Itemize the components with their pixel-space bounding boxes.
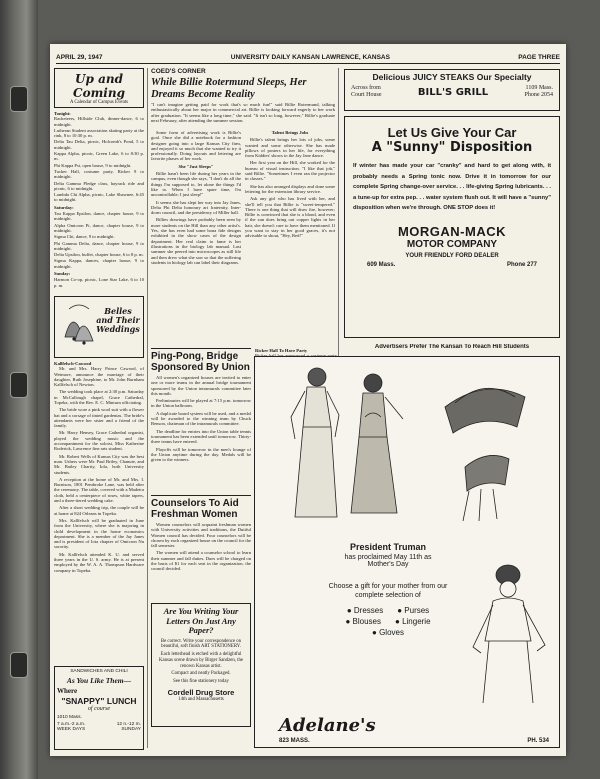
upcoming-item: Sigma Kappa, dances, chapter house, 9 to midnight. <box>54 258 144 269</box>
snappy-hours1: 7 a.m.-2 a.m. <box>57 722 86 727</box>
upcoming-item: Phi Gamma Delta, dance, chapter house, 9 to midnight. <box>54 240 144 251</box>
snappy-line2: As You Like Them— <box>66 676 132 685</box>
column-rule <box>147 68 148 748</box>
belles-paragraph: Mr. Harry Hensey, Grace Cathedral organist, played the wedding music and the accompaniment for the soloist, Miss Katherine Roderick, Lawrence fine arts student. <box>54 430 144 452</box>
snappy-line3: Where <box>57 687 78 695</box>
bills-name: BILL'S GRILL <box>417 86 489 98</box>
morgan-body: If winter has made your car "cranky" and hard to get along with, it probably needs a Spring tonic now. Drive it in tomorrow for our complete Spring change-over service. . . life-giving Spring lubricants. . . a tune-up for extra pep. . . water system flush out. It will have a "sunny" disposition when we're through. ONE STOP does it! <box>353 163 551 211</box>
upcoming-item: Alpha Omicron Pi, dance, chapter house, 9 to midnight. <box>54 222 144 233</box>
truman-block <box>323 542 453 637</box>
adelanes-logo: Adelane's <box>279 715 376 736</box>
coed-paragraph: Ask any girl who has lived with her, and she'll tell you that Billie is "sweet-tempered." There is one thing that will draw fire, however; Billie is convinced that she is a blond, and even if the sun does bring out copper lights in her hair, she doesn't care to have them mentioned. If you want to stay in her good graces, it's not advisable to shout, "Hey, Red!" <box>245 196 335 239</box>
advertisers-line: Advertisers Prefer The Kansan To Reach Hill Students <box>374 344 530 350</box>
snappy-line4: "SNAPPY" LUNCH <box>61 696 137 706</box>
upcoming-title: Up and Coming <box>73 72 125 100</box>
left-column <box>54 68 144 752</box>
adelanes-item-label: Dresses <box>353 606 384 615</box>
snappy-hours3: 12 n.-12 m. <box>116 722 141 727</box>
pingpong-paragraph: A duplicate board system will be used, and a medal will be awarded to the winning team by Chuck Benson, chairman of the intramurals committee. <box>151 410 251 427</box>
cordell-line1: Be correct. Write your correspondence on beautiful, soft finish ART STATIONERY. <box>160 638 242 650</box>
cordell-headline: Are You Writing Your Letters On Just Any Paper? <box>163 606 239 635</box>
upcoming-day-heading: Sunday: <box>54 271 71 277</box>
cordell-address: 14th and Massachusetts <box>178 697 224 703</box>
cordell-name: Cordell Drug Store <box>167 688 235 698</box>
binder-hole <box>10 652 28 678</box>
counselors-body <box>151 522 251 600</box>
pingpong-paragraph: Playoffs will be tomorrow in the men's lounge of the Union anytime during the day. Medals will be given to the winners. <box>151 446 251 463</box>
page-header <box>56 54 560 64</box>
upcoming-section: Tonight: <box>54 111 71 116</box>
morgan-name1: MORGAN-MACK <box>397 223 507 239</box>
bills-left1: Across from <box>351 85 381 91</box>
pingpong-paragraph: All women's organized houses are invited to enter one or more teams in the annual bridge tournament sponsored by the Union intramurals committee later this month. <box>151 375 251 396</box>
upcoming-day-heading: Saturday: <box>54 204 74 210</box>
belles-paragraph: The bride wore a pink wool suit with a flower hat and a corsage of tinted gardenias. The bride's attendants were her sister and a friend of the family. <box>54 407 144 429</box>
coed-col2 <box>245 130 335 342</box>
counselors-paragraph: Women counselors will acquaint freshman women with University activities and traditions, the Dutiful Women council has decided. Four counselors will be chosen by each organized house on the council for the fall semester. <box>151 522 251 549</box>
belles-paragraph: A reception at the home of Mr. and Mrs. I. Burnison, 1801 Pembroke Lane, was held after the ceremony. The table, covered with a Madeira cloth, held a centerpiece of roses, white tapers, and a three-tiered wedding cake. <box>54 476 144 504</box>
snappy-line1: SANDWICHES AND CHILI <box>70 669 128 674</box>
fashion-illustration <box>255 357 559 537</box>
header-date: APRIL 29, 1947 <box>56 54 103 61</box>
bills-right1: 1109 Mass. <box>525 85 553 91</box>
upcoming-item: Delta Tau Delta, picnic, Holcomb's Pond, 5 to midnight. <box>54 139 144 150</box>
bills-right2: Phone 2054 <box>524 92 553 98</box>
upcoming-masthead <box>54 68 144 108</box>
upcoming-item: Delta Upsilon, buffet, chapter house, 6 to 8 p. m. <box>54 252 144 258</box>
counselors-headline: Counselors To Aid Freshman Women <box>151 495 251 520</box>
coed-subhead: Talent Brings Jobs <box>271 130 309 135</box>
cordell-line3: Compact and neatly Packaged. <box>171 671 231 677</box>
morgan-phone: Phone 277 <box>506 261 537 268</box>
coed-subhead: She "Just Sleeps" <box>178 163 214 169</box>
adelanes-item-label: Blouses <box>352 617 381 626</box>
belles-paragraph: Mr. Robert Wells of Kansas City was the best man. Ushers were Mr. Paul Briley, Chanute, and Mr. Bailey Charity, Iola, both University students. <box>54 453 144 475</box>
newspaper-page <box>50 44 566 756</box>
header-paper: UNIVERSITY DAILY KANSAN LAWRENCE, KANSAS <box>230 54 390 61</box>
morgan-headline2: A "Sunny" Disposition <box>371 140 533 155</box>
adelanes-item <box>395 617 431 626</box>
upcoming-item: Kappa Alpha, picnic, Green Lake, 6 to 8:30 p. m. <box>54 151 144 162</box>
bills-grill-ad <box>344 69 560 111</box>
snappy-line5: of course <box>87 706 111 712</box>
upcoming-list <box>54 116 144 288</box>
ricker-heading: Ricker Hall To Have Party <box>255 348 308 353</box>
belles-logo-text: Belles and Their Weddings <box>96 305 140 334</box>
adelanes-item-label: Gloves <box>379 628 404 637</box>
adelanes-item <box>372 628 404 637</box>
upcoming-item: Sigma Chi, dance, 9 to midnight. <box>54 234 115 240</box>
bills-details <box>347 85 557 99</box>
morgan-contact <box>353 262 551 268</box>
middle-column <box>151 348 251 748</box>
upcoming-item: Tucker Hall, costume party, Ricker 9 to midnight. <box>54 168 144 180</box>
pingpong-paragraph: The deadline for entries into the Union table tennis tournament has been extended until tomorrow. Thirty-three teams have entered. <box>151 428 251 445</box>
bullet-icon: ● <box>345 617 353 626</box>
snappy-address: 1010 Mass. <box>57 715 82 720</box>
belles-paragraph: The wedding took place at 2:30 p.m. Saturday in McCullough chapel, Grace Cathedral, Topeka, with the Rev. E. C. Minturn officiating. <box>54 389 144 405</box>
belles-paragraph: Mr. and Mrs. Harry Prince Cawood, of Wetmore, announce the marriage of their daughter, Ruth Josephine, to Mr. John Burnham Kallfelsch of Newton. <box>54 366 144 388</box>
adelanes-phone: PH. 534 <box>527 738 549 744</box>
bullet-icon: ● <box>397 606 405 615</box>
adelanes-item <box>347 606 383 615</box>
adelanes-address: 823 MASS. <box>279 738 310 744</box>
belles-paragraph: Mr. Kallfelsch attended K. U. and served three years in the U. S. army. He is at present employed by the W. A. A. Thompson Hardware company in Topeka. <box>54 551 144 573</box>
snappy-hours2: WEEK DAYS <box>57 727 86 732</box>
coed-paragraph: Billie's talent brings her lots of jobs, some wanted and some otherwise. She has made pillows of posters in her life, for everything from Kiddies' shows to the Jay Jane dance. <box>245 137 335 159</box>
upcoming-item: Lambda Chi Alpha, picnic, Lake Shawnee, 6:45 to midnight. <box>54 192 144 203</box>
binder-edge <box>0 0 38 779</box>
upcoming-item: Phi Kappa Psi, open house, 9 to midnight. <box>54 162 132 168</box>
belles-paragraph: After a short wedding trip, the couple will be at home at 824 Orleans in Topeka. <box>54 505 144 516</box>
pingpong-paragraph: Preliminaries will be played at 7:15 p.m. tomorrow in the Union ballroom. <box>151 398 251 409</box>
upcoming-item: Harmon Co-op, picnic, Lone Star Lake, 6 to 10 p. m. <box>54 277 144 288</box>
counselors-paragraph: The women will attend a counselor school to learn their summer and fall duties. Dues will be charged on the basis of $1 for each seat in the organization, the council decided. <box>151 550 251 572</box>
upcoming-item: Delta Gamma Pledge class, hayrack ride and picnic, 6 to midnight. <box>54 180 144 191</box>
adelanes-item-label: Purses <box>404 606 430 615</box>
coed-paragraph: Billie hasn't been life during her years in the campus, even though she says, "I don't do all the things I'm supposed to, let alone the things I'd like to. When I have spare time, I'm uncontrollable; I just sleep!" <box>151 171 241 198</box>
morgan-tagline: YOUR FRIENDLY FORD DEALER <box>405 252 499 259</box>
morgan-headline1: Let Us Give Your Car <box>387 125 517 140</box>
morgan-address: 609 Mass. <box>367 261 396 268</box>
snappy-lunch-ad <box>54 666 144 750</box>
adelanes-item <box>397 606 429 615</box>
upcoming-item: Racketeers, Hillside Club, dinner-dance, 6 to midnight. <box>54 116 144 127</box>
cordell-ad <box>151 603 251 727</box>
upcoming-item: Lutheran Student association skating party at the rink, 8 to 10:30 p. m. <box>54 127 144 139</box>
column-rule <box>338 68 339 368</box>
belles-paragraph: Mrs. Kallfelsch will be graduated in June from the University, where she is majoring in child development in the home economics department. She is a member of the Jay Janes and is president of Iota chapter of Omicron Nu sorority. <box>54 517 144 550</box>
adelanes-item <box>345 617 381 626</box>
binder-hole <box>10 372 28 398</box>
snappy-hours <box>57 715 141 732</box>
bullet-icon: ● <box>346 606 354 615</box>
woman-illustration <box>463 557 553 707</box>
belles-logo <box>54 296 144 358</box>
morgan-name2: MOTOR COMPANY <box>406 238 498 250</box>
bills-headline: Delicious JUICY STEAKS Our Specialty <box>372 72 532 82</box>
bills-left2: Court House <box>351 92 382 98</box>
coed-paragraph: Some form of advertising work is Billie's goal. Once she did a notebook for a fashion designer going into a large Kansas City firm, and enjoyed it so much that she wanted to try it professionally. Doing layouts and lettering are favorite phases of her work. <box>151 130 241 162</box>
belles-heading: Kallfelsch-Cawood <box>54 360 92 366</box>
coed-col1 <box>151 130 241 342</box>
truman-line3: Mother's Day <box>367 561 409 568</box>
coed-label: COED'S CORNER <box>151 68 206 75</box>
snappy-hours4: SUNDAY <box>121 727 141 732</box>
coed-quote: "I can't imagine getting paid for work that's so much fun!" said Billie Rotermund, talking enthusiastically about her major in commercial art. Billie is looking forward eagerly to her work after graduation. "It seems like a long time," she said. "It isn't so long, however," Billie's graduate next February, after attending the summer session. <box>151 102 335 123</box>
bullet-icon: ● <box>372 628 380 637</box>
truman-line2: has proclaimed May 11th as <box>344 554 432 561</box>
coed-paragraph: It seems she has slept her way into Jay Janes, Delta Phi Delta honorary art fraternity, Inter-dorm council, and the presidency of Miller hall. <box>151 199 241 216</box>
adelanes-choose: Choose a gift for your mother from our complete selection of <box>328 583 448 599</box>
cordell-line4: See this fine stationery today <box>173 679 229 685</box>
pingpong-body <box>151 375 251 493</box>
upcoming-item: Tau Kappa Epsilon, dance, chapter house, 9 to midnight. <box>54 211 144 222</box>
adelanes-items <box>323 606 453 637</box>
bullet-icon: ● <box>395 617 403 626</box>
belles-body <box>54 366 144 611</box>
morgan-mack-ad <box>344 116 560 338</box>
coed-headline: While Billie Rotermund Sleeps, Her Dreams Become Reality <box>151 77 307 100</box>
upcoming-subtitle: A Calendar of Campus Events <box>69 100 129 105</box>
binder-hole <box>10 86 28 112</box>
coed-paragraph: Billies drawings have probably been seen by more students on the Hill than any other artist's. Yes, she has even had some bona fide designs exhibited in the show cases of the design department. Her real claim to fame is her illustrations in the biology lab manual. Last summer she peered into microscopes as still life and then drew what she saw so that the suffering students in biology lab can label their diagrams. <box>151 217 241 265</box>
coed-paragraph: She has also arranged displays and done some lettering for the extension library service. <box>245 183 335 194</box>
coed-paragraph: Her first year on the Hill, she worked for the bureau of visual instruction. "I like that job," said Billie. "Sometimes I even ran the projector in classes." <box>245 160 335 182</box>
adelanes-ad <box>254 356 560 748</box>
truman-line1: President Truman <box>349 542 427 552</box>
pingpong-headline: Ping-Pong, Bridge Sponsored By Union <box>151 348 251 373</box>
cordell-line2: Each letterhead is etched with a delightful Kansas scene drawn by Birger Sandzen, the renown Kansas artist. <box>159 652 243 669</box>
adelanes-item-label: Lingerie <box>402 617 431 626</box>
header-page: PAGE THREE <box>518 54 560 61</box>
